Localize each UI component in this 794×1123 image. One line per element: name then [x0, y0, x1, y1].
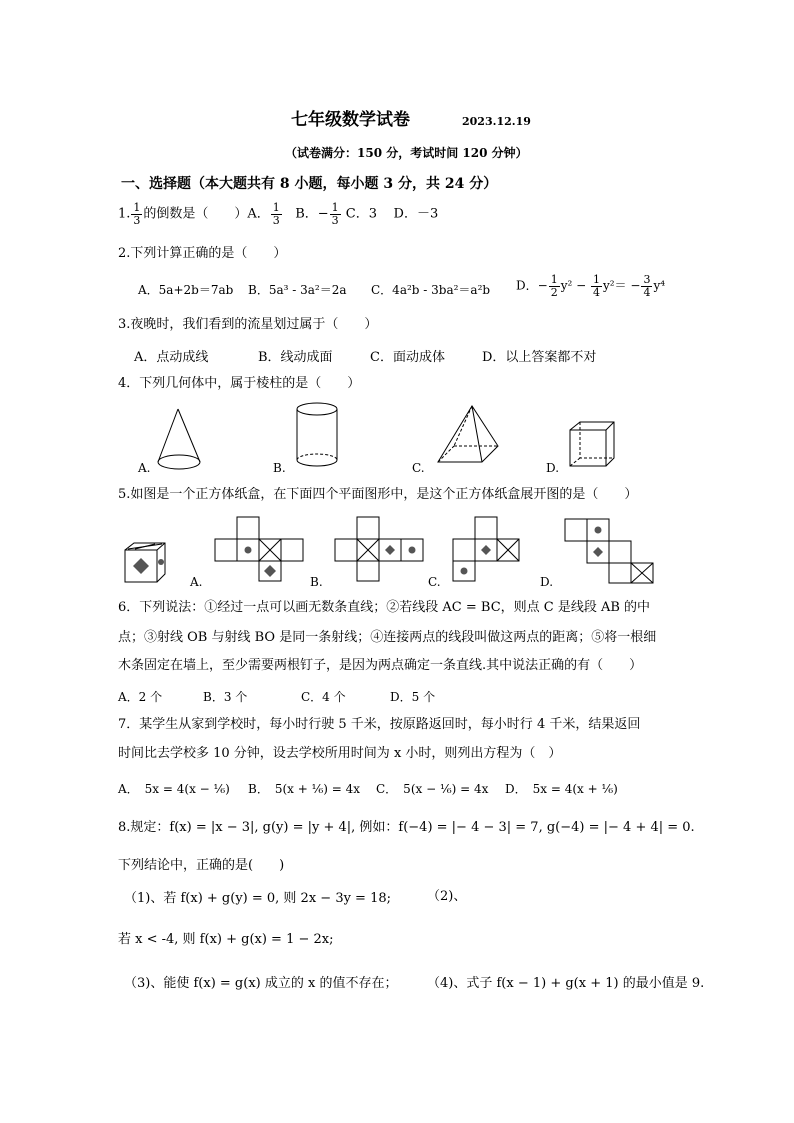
net-c-figure	[452, 516, 542, 582]
q8-conclusion-1: （1)、若 f(x) + g(y) = 0, 则 2x − 3y = 18;	[124, 891, 392, 906]
q1-number: 1.	[118, 206, 131, 222]
question-7-line-1: 7．某学生从家到学校时，每小时行驶 5 千米，按原路返回时，每小时行 4 千米，结果返回	[118, 717, 641, 732]
fraction	[330, 202, 341, 226]
numerator: 1	[133, 201, 141, 214]
question-3-stem: 3.夜晚时，我们看到的流星划过属于（ ）	[118, 317, 378, 332]
q7-option-c: C． 5(x − ⅙) = 4x	[376, 782, 489, 796]
q8-conclusion-4: （4)、式子 f(x − 1) + g(x + 1) 的最小值是 9.	[427, 976, 705, 991]
q4-option-d: D.	[546, 461, 560, 475]
question-7-line-2: 时间比去学校多 10 分钟，设去学校所用时间为 x 小时，则列出方程为（ ）	[118, 746, 562, 761]
question-6-line-1: 6．下列说法：①经过一点可以画无数条直线；②若线段 AC = BC，则点 C 是线段 AB 的中	[118, 600, 651, 615]
exam-subtitle: （试卷满分：150 分，考试时间 120 分钟）	[285, 146, 528, 160]
q3-option-d: D．以上答案都不对	[482, 350, 597, 365]
q3-option-a: A．点动成线	[134, 350, 209, 365]
q5-option-a: A.	[190, 575, 203, 589]
denominator: 3	[272, 213, 280, 227]
q2-option-b: B．5a³ - 3a²＝2a	[248, 283, 347, 297]
pyramid-figure	[432, 404, 504, 470]
q6-option-b: B．3 个	[203, 690, 248, 704]
cube-figure	[566, 418, 618, 470]
q8-conclusion-2: 若 x < -4, 则 f(x) + g(x) = 1 − 2x;	[118, 932, 334, 947]
q2-d-minus: −	[572, 278, 590, 293]
q2-d-term: y²＝ −	[602, 278, 641, 293]
q1-option-d: D．－3	[393, 206, 439, 222]
denominator: 3	[331, 213, 339, 227]
q5-option-d: D.	[540, 575, 554, 589]
question-6-line-2: 点；③射线 OB 与射线 BO 是同一条射线；④连接两点的线段叫做这两点的距离；⑤将一根细	[118, 630, 657, 645]
q4-option-c: C.	[412, 461, 425, 475]
q4-option-b: B.	[273, 461, 286, 475]
net-b-figure	[334, 516, 426, 582]
question-6-line-3: 木条固定在墙上，至少需要两根钉子，是因为两点确定一条直线.其中说法正确的有（ ）	[118, 658, 643, 673]
q2-option-a: A．5a+2b＝7ab	[138, 283, 234, 297]
exam-date: 2023.12.19	[462, 115, 531, 128]
q8-conclusion-3: （3)、能使 f(x) = g(x) 成立的 x 的值不存在；	[124, 976, 398, 991]
cube-box-figure	[122, 540, 168, 584]
question-8-line-2: 下列结论中，正确的是( )	[118, 858, 285, 873]
cone-figure	[150, 406, 210, 472]
q6-option-a: A．2 个	[118, 690, 163, 704]
fraction	[131, 202, 142, 226]
q5-option-c: C.	[428, 575, 441, 589]
fraction	[549, 274, 560, 298]
numerator: 1	[550, 273, 558, 286]
page-title: 七年级数学试卷	[291, 110, 410, 130]
net-a-figure	[214, 516, 314, 582]
q7-option-b: B． 5(x + ⅙) = 4x	[248, 782, 360, 796]
numerator: 1	[592, 273, 600, 286]
numerator: 1	[331, 201, 339, 214]
denominator: 3	[133, 213, 141, 227]
q8-conclusion-2-label: （2)、	[427, 889, 467, 904]
fraction	[271, 202, 282, 226]
q6-option-d: D．5 个	[390, 690, 436, 704]
denominator: 4	[592, 285, 600, 299]
net-d-figure	[564, 516, 656, 584]
cylinder-figure	[290, 400, 344, 472]
question-5-stem: 5.如图是一个正方体纸盒，在下面四个平面图形中，是这个正方体纸盒展开图的是（ ）	[118, 487, 638, 502]
q4-option-a: A.	[138, 461, 151, 475]
q3-option-b: B．线动成面	[258, 350, 333, 365]
q5-option-b: B.	[310, 575, 323, 589]
q2-option-d	[516, 274, 665, 298]
q2-d-prefix: D．−	[516, 278, 548, 293]
q2-d-term: y²	[560, 278, 573, 293]
q2-option-c: C．4a²b - 3ba²＝a²b	[371, 283, 491, 297]
numerator: 1	[272, 201, 280, 214]
question-8-line-1: 8.规定：f(x) = |x − 3|, g(y) = |y + 4|, 例如：f(−4) = |− 4 − 3| = 7, g(−4) = |− 4 + 4| = 0.	[118, 820, 695, 835]
section-heading: 一、选择题（本大题共有 8 小题，每小题 3 分，共 24 分）	[121, 176, 498, 192]
q6-option-c: C．4 个	[301, 690, 346, 704]
fraction	[641, 274, 652, 298]
q7-option-a: A． 5x = 4(x − ⅙)	[118, 782, 230, 796]
q1-option-b: B．−	[295, 206, 329, 222]
denominator: 4	[643, 285, 651, 299]
numerator: 3	[643, 273, 651, 286]
denominator: 2	[550, 285, 558, 299]
question-1	[118, 202, 438, 226]
q7-option-d: D． 5x = 4(x + ⅙)	[505, 782, 618, 796]
q2-d-term: y⁴	[653, 278, 666, 293]
fraction	[591, 274, 602, 298]
q1-stem: 的倒数是（ ）A．	[143, 206, 270, 222]
question-4-stem: 4．下列几何体中，属于棱柱的是（ ）	[118, 376, 361, 391]
q3-option-c: C．面动成体	[370, 350, 445, 365]
question-2-stem: 2.下列计算正确的是（ ）	[118, 246, 287, 261]
q1-option-c: C．3	[345, 206, 378, 222]
